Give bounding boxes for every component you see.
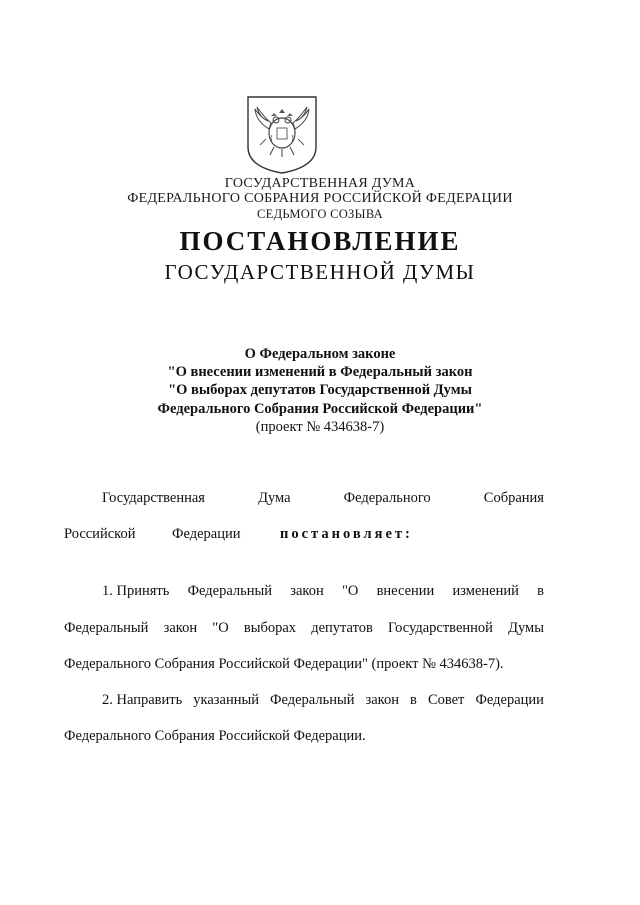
item-2-line-1 (102, 692, 544, 709)
decree-word: постановляет: (280, 526, 413, 542)
item-2-line-2: Федерального Собрания Российской Федерации. (64, 728, 366, 744)
preamble-word: Дума (258, 490, 291, 506)
item-word: 1. Принять (102, 583, 170, 599)
item-word: закон (290, 583, 324, 599)
item-1-line-2 (64, 620, 544, 637)
item-word: Федеральный (187, 583, 273, 599)
item-word: "О (212, 620, 229, 636)
item-1-line-3: Федерального Собрания Российской Федерации" (проект № 434638-7). (64, 656, 504, 672)
preamble-word: Федерального (343, 490, 431, 506)
item-word: 2. Направить (102, 692, 183, 708)
preamble-word: Государственная (102, 490, 205, 506)
item-word: выборах (243, 620, 297, 636)
subject-line-1: О Федеральном законе (244, 346, 396, 362)
item-word: закон (163, 620, 198, 636)
item-word: в (537, 583, 544, 599)
subject-project-number: (проект № 434638-7) (255, 418, 385, 435)
subject-block (0, 345, 640, 436)
item-word: "О (341, 583, 359, 599)
item-word: Государственной (388, 620, 493, 636)
preamble-word: Российской (64, 526, 136, 542)
header-line-3: СЕДЬМОГО СОЗЫВА (257, 207, 383, 221)
item-word: Федерации (475, 692, 544, 708)
preamble-word: Федерации (172, 526, 241, 542)
document-title: ПОСТАНОВЛЕНИЕ (179, 226, 461, 256)
header-line-1: ГОСУДАРСТВЕННАЯ ДУМА (224, 176, 416, 191)
item-word: депутатов (311, 620, 373, 636)
subject-line-3: "О выборах депутатов Государственной Думы (168, 382, 472, 399)
coat-of-arms-emblem (246, 95, 318, 175)
item-word: закон (365, 692, 399, 708)
preamble-word: Собрания (483, 490, 544, 506)
item-1-line-1 (102, 583, 544, 600)
header-line-2: ФЕДЕРАЛЬНОГО СОБРАНИЯ РОССИЙСКОЙ ФЕДЕРАЦИИ (127, 191, 513, 206)
item-word: Федеральный (64, 620, 149, 636)
item-word: указанный (193, 692, 259, 708)
item-word: Федеральный (270, 692, 355, 708)
preamble-line-1 (102, 490, 544, 507)
document-subtitle: ГОСУДАРСТВЕННОЙ ДУМЫ (164, 260, 476, 284)
item-word: изменений (452, 583, 519, 599)
item-word: Думы (508, 620, 544, 636)
subject-line-2: "О внесении изменений в Федеральный закон (167, 364, 473, 381)
item-word: Совет (427, 692, 465, 708)
subject-line-4: Федерального Собрания Российской Федерации" (157, 400, 483, 417)
item-word: внесении (376, 583, 435, 599)
item-word: в (410, 692, 417, 708)
